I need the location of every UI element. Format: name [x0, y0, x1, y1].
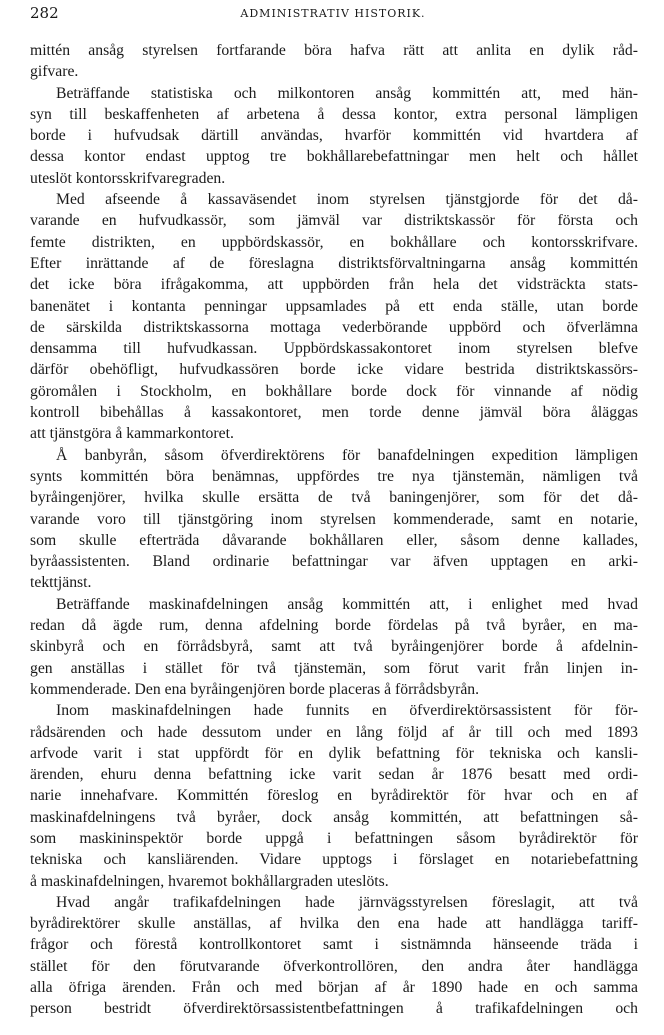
text-line: skinbyrå och en förrådsbyrå, samt att två byråingenjörer borde å afdelnin-	[30, 638, 638, 656]
text-line: byrådirektörer skulle anställas, af hvilka den ena hade att handlägga tariff-	[30, 915, 638, 933]
text-line: gifvare.	[30, 63, 79, 81]
text-line: dessa kontor endast upptog tre bokhållarebefattningar men helt och hållet	[30, 148, 638, 166]
text-line: narie innehafvare. Kommittén föreslog en byrådirektör för hvar och en af	[30, 787, 638, 805]
text-line: syn till beskaffenheten af arbetena å dessa kontor, extra personal lämpligen	[30, 105, 638, 123]
text-line: borde i hufvudsak därtill användas, hvarför kommittén vid hvartdera af	[30, 127, 638, 145]
text-line: banenätet i kontanta penningar uppsamlades på ett enda ställe, utan borde	[30, 297, 638, 315]
text-line: gen anställas i stället för två tjänstemän, som förut varit från linjen in-	[30, 659, 638, 677]
text-line: Hvad angår trafikafdelningen hade järnvägsstyrelsen föreslagit, att två	[56, 893, 638, 911]
text-line: Beträffande statistiska och milkontoren ansåg kommittén att, med hän-	[56, 84, 638, 102]
running-title: ADMINISTRATIV HISTORIK.	[240, 7, 426, 20]
page-header	[30, 2, 636, 26]
text-line: byråassistenten. Bland ordinarie befattningar var äfven upptagen en arki-	[30, 553, 638, 571]
text-line: byråingenjörer, hvilka skulle ersätta de två baningenjörer, som för det då-	[30, 489, 638, 507]
text-line: person bestridt öfverdirektörsassistentbefattningen å trafikafdelningen och	[30, 1000, 638, 1018]
text-line: de särskilda distriktskassorna mottaga vederbörande uppbörd och öfverlämna	[30, 318, 638, 336]
text-line: Efter inrättande af de föreslagna distriktsförvaltningarna ansåg kommittén	[30, 254, 638, 272]
text-line: maskinafdelningens två byråer, dock ansåg kommittén, att befattningen så-	[30, 808, 638, 826]
text-line: redan då ägde rum, denna afdelning borde fördelas på två byråer, en ma-	[30, 617, 638, 635]
text-line: varande en hufvudkassör, som jämväl var distriktskassör för första och	[30, 212, 638, 230]
text-line: att tjänstgöra å kammarkontoret.	[30, 425, 234, 443]
text-line: synts kommittén böra benämnas, uppfördes tre nya tjänstemän, nämligen två	[30, 467, 638, 485]
text-line: stället för den förutvarande öfverkontrollören, den andra åter handlägga	[30, 957, 638, 975]
text-line: varande voro till tjänstgöring inom styrelsen kommenderade, samt en notarie,	[30, 510, 638, 528]
text-line: göromålen i Stockholm, en bokhållare borde dock för vinnande af nödig	[30, 382, 638, 400]
text-line: uteslöt kontorsskrifvaregraden.	[30, 169, 226, 187]
text-line: som skulle efterträda dåvarande bokhållaren eller, såsom denne kallades,	[30, 531, 638, 549]
text-line: å maskinafdelningen, hvaremot bokhållargraden uteslöts.	[30, 872, 389, 890]
body-text	[30, 40, 638, 1020]
text-line: rådsärenden och hade dessutom under en lång följd af år till och med 1893	[30, 723, 638, 741]
text-line: ärenden, ehuru denna befattning icke varit sedan år 1876 besatt med ordi-	[30, 766, 638, 784]
text-line: arfvode varit i stat uppfördt för en dylik befattning för tekniska och kansli-	[30, 744, 638, 762]
text-line: alla öfriga ärenden. Från och med början af år 1890 hade en och samma	[30, 979, 638, 997]
text-line: kommenderade. Den ena byråingenjören borde placeras å förrådsbyrån.	[30, 680, 480, 698]
text-line: det icke böra ifrågakomma, att uppbörden från hela det vidsträckta stats-	[30, 276, 638, 294]
text-line: därför obehöfligt, hufvudkassören borde icke vidare bestrida distriktskassörs-	[30, 361, 638, 379]
text-line: tekttjänst.	[30, 574, 92, 592]
text-line: Inom maskinafdelningen hade funnits en öfverdirektörsassistent för för-	[56, 702, 638, 720]
page-number: 282	[30, 4, 59, 22]
text-line: frågor och förestå kontrollkontoret samt i sistnämnda hänseende träda i	[30, 936, 638, 954]
text-line: Med afseende å kassaväsendet inom styrelsen tjänstgjorde för det då-	[56, 191, 638, 209]
text-line: som maskininspektör borde uppgå i befattningen såsom byrådirektör för	[30, 829, 638, 847]
text-line: Å banbyrån, såsom öfverdirektörens för banafdelningen expedition lämpligen	[56, 446, 638, 464]
text-line: densamma till hufvudkassan. Uppbördskassakontoret inom styrelsen blefve	[30, 340, 638, 358]
text-line: tekniska och kansliärenden. Vidare upptogs i förslaget en notariebefattning	[30, 851, 638, 869]
text-line: femte distrikten, en uppbördskassör, en bokhållare och kontorsskrifvare.	[30, 233, 638, 251]
text-line: Beträffande maskinafdelningen ansåg kommittén att, i enlighet med hvad	[56, 595, 638, 613]
text-line: kontroll bibehållas å kassakontoret, men torde denne jämväl böra åläggas	[30, 404, 638, 422]
text-line: mittén ansåg styrelsen fortfarande böra hafva rätt att anlita en dylik råd-	[30, 42, 638, 59]
